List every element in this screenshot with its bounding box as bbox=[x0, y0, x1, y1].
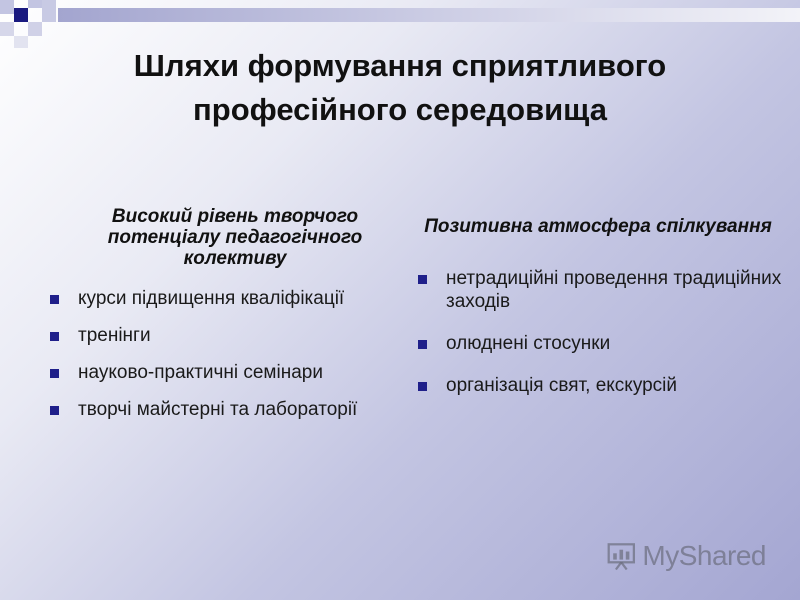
list-item bbox=[408, 374, 788, 397]
right-column-heading: Позитивна атмосфера спілкування bbox=[424, 216, 772, 237]
list-item bbox=[40, 400, 400, 420]
square-bullet-icon bbox=[50, 332, 59, 341]
right-column-list bbox=[408, 267, 788, 397]
left-column-list bbox=[40, 289, 400, 420]
square-bullet-icon bbox=[418, 382, 427, 391]
list-item-text: олюднені стосунки bbox=[446, 333, 611, 354]
list-item bbox=[408, 332, 788, 355]
right-column bbox=[408, 216, 788, 416]
left-column-heading: Високий рівень творчого потенціалу педагогічного колективу bbox=[107, 206, 363, 269]
dark-square-icon bbox=[14, 8, 28, 22]
square-bullet-icon bbox=[50, 406, 59, 415]
square-bullet-icon bbox=[418, 275, 427, 284]
list-item-text: тренінги bbox=[78, 325, 151, 346]
list-item bbox=[408, 267, 788, 313]
square-bullet-icon bbox=[418, 340, 427, 349]
list-item-text: організація свят, екскурсій bbox=[446, 375, 678, 396]
list-item-text: нетрадиційні проведення традиційних заходів bbox=[446, 268, 782, 312]
presentation-board-icon bbox=[606, 539, 638, 573]
watermark-logo bbox=[606, 536, 766, 576]
decorative-header-strip bbox=[0, 0, 800, 48]
list-item bbox=[40, 289, 400, 309]
watermark-text: MyShared bbox=[642, 540, 766, 571]
slide-title-line-1: Шляхи формування сприятливого bbox=[133, 48, 667, 83]
list-item bbox=[40, 326, 400, 346]
list-item-text: науково-практичні семінари bbox=[78, 362, 323, 383]
list-item-text: творчі майстерні та лабораторії bbox=[78, 399, 358, 420]
list-item-text: курси підвищення кваліфікації bbox=[78, 288, 345, 309]
slide-title-line-2: професійного середовища bbox=[193, 92, 607, 127]
square-bullet-icon bbox=[50, 295, 59, 304]
slide-title bbox=[0, 44, 800, 132]
square-bullet-icon bbox=[50, 369, 59, 378]
left-column bbox=[40, 206, 400, 437]
list-item bbox=[40, 363, 400, 383]
